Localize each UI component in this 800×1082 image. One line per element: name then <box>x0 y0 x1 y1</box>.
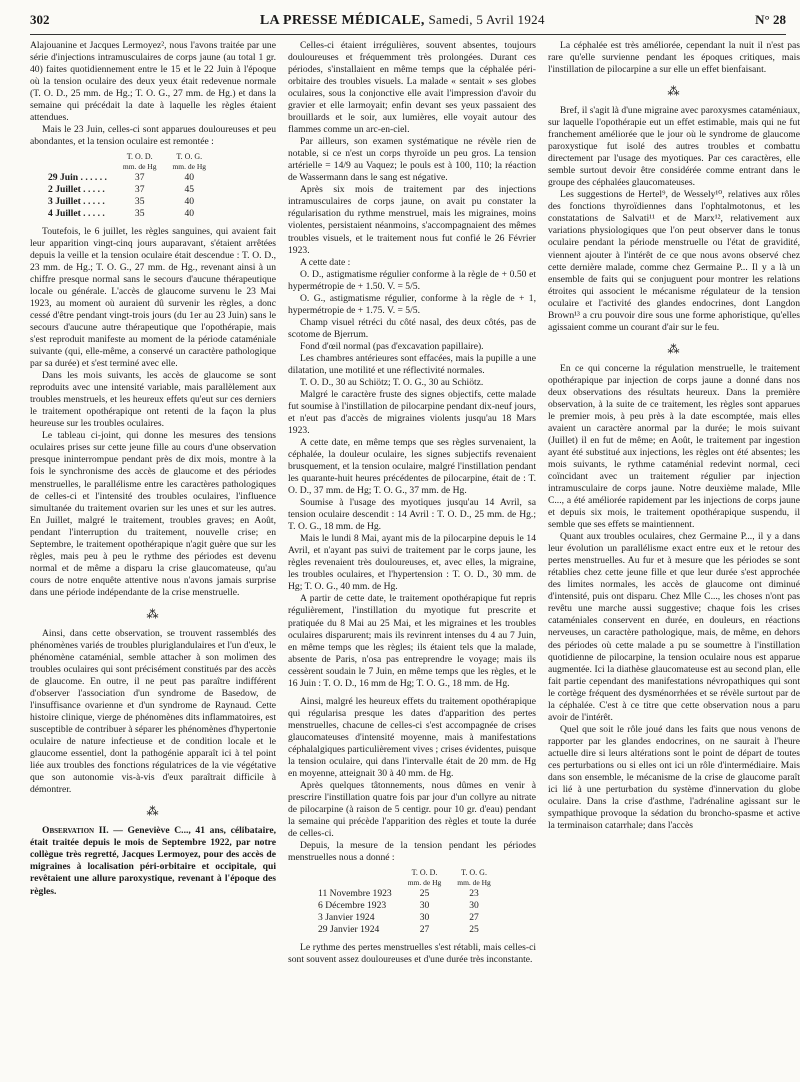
paragraph: Les chambres antérieures sont effacées, mais la pupille a une dilatation, une motilité et une réflectivité normales. <box>288 352 536 376</box>
table-unit: mm. de Hg <box>407 878 442 888</box>
paragraph: A cette date, en même temps que ses règles survenaient, la céphalée, la douleur oculaire, les signes subjectifs revenaient brusquement, et la tension oculaire, malgré l'instillation pendant les quarante-huit heures précédentes de pilocarpine, était de : T. O. D., 37 mm. de Hg; T. O. G., 37 mm. de Hg. <box>288 437 536 497</box>
row-date: 29 Juin . . . . . . <box>48 171 107 183</box>
paragraph: Soumise à l'usage des myotiques jusqu'au 14 Avril, sa tension oculaire descendit : 14 Avril : T. O. D., 25 mm. de Hg.; T. O. G., 18 mm. de Hg. <box>288 497 536 533</box>
paragraph: Mais le 23 Juin, celles-ci sont apparues douloureuses et peu abondantes, et la tension oculaire est remontée : <box>30 124 276 148</box>
paragraph: Après quelques tâtonnements, nous dûmes en venir à prescrire l'instillation quatre fois par jour d'un collyre au nitrate de pilocarpine (à raison de 5 centigr. pour 10 gr. d'eau) pendant la semaine qui précède l'apparition des règles et toute la durée de celles-ci. <box>288 779 536 840</box>
row-tod: 37 <box>134 171 145 183</box>
paragraph: Bref, il s'agit là d'une migraine avec paroxysmes cataméniaux, sur laquelle l'opothérapie eut un effet estimable, mais qui ne fut franchement améliorée que le jour où le syndrome de glaucome paroxystique fut isolé des autres troubles et combattu directement par l'usage des myotiques. Par ces caractères, elle semble surtout devoir être considérée comme entrant dans le groupe des céphalées glaucomateuses. <box>548 105 800 189</box>
row-tog: 45 <box>184 183 195 195</box>
text-columns <box>30 40 800 1078</box>
row-date: 6 Décembre 1923 <box>318 899 387 911</box>
section-separator: ⁂ <box>146 606 160 621</box>
paragraph: Quel que soit le rôle joué dans les faits que nous venons de rapporter par les glandes endocrines, on ne saurait à l'heure actuelle dire si leurs altérations sont le point de départ de toutes ces perturbations ou si elles ont ici un rôle d'intermédiaire. Mais dans son ensemble, le mécanisme de la crise de glaucome paraît ici lié à une perturbation du système d'innervation du globe oculaire. Dans la crise d'asthme, l'adrénaline agissant sur le sympathique provoque la sédation du broncho-spasme et active la terminaison catarrhale; dans l'accès <box>548 723 800 831</box>
row-tod: 30 <box>419 911 430 923</box>
row-tod: 30 <box>419 899 430 911</box>
observation-text: — Geneviève C..., 41 ans, célibataire, était traitée depuis le mois de Septembre 1922, par notre collègue très regretté, Jacques Lermoyez, pour des accès de migraines à localisation péri-orbitaire et occipitale, qui revêtaient une allure paroxystique, revenant à l'époque des règles. <box>30 825 276 897</box>
table-row <box>48 172 214 184</box>
table-row <box>318 924 499 936</box>
paragraph: Le rythme des pertes menstruelles s'est rétabli, mais celles-ci sont souvent assez douloureuses et d'une durée très inconstante. <box>288 941 536 965</box>
row-date: 2 Juillet . . . . . <box>48 183 105 195</box>
issue-date: Samedi, 5 Avril 1924 <box>428 12 545 27</box>
table-header-tod: T. O. D. <box>126 152 153 162</box>
column-1 <box>30 40 276 1078</box>
observation-label: Observation II. <box>42 825 109 837</box>
row-tog: 30 <box>469 899 479 911</box>
section-separator: ⁂ <box>146 804 160 819</box>
table-header-date <box>48 152 115 162</box>
row-date: 29 Janvier 1924 <box>318 923 380 935</box>
section-separator: ⁂ <box>667 84 681 99</box>
row-date: 3 Janvier 1924 <box>318 911 375 923</box>
paragraph: Quant aux troubles oculaires, chez Germaine P..., il y a dans leur évolution un parallélisme exact entre eux et le retour des pertes menstruelles. Au fur et à mesure que les périodes se sont rétablies chez cette jeune fille et que leur durée s'est approchée des limites normales, les accès de glaucome ont diminué d'intensité, puis ont disparu. Chez Mlle C..., les choses n'ont pas revêtu une marche aussi suggestive; chaque fois les crises cataméniales conservent en durée, en douleurs, en réactions nerveuses, un caractère pathologique, mais, de même, en dehors des périodes où cette malade a pu se soumettre à l'instillation quotidienne de pilocarpine, la tension oculaire nous est apparue augmentée. Ici la diathèse glaucomateuse est au second plan, elle fait partie cependant des manifestations névropathiques qui sont le cortège fréquent des dysménorrhées et se révèle surtout par de la céphalée. C'est à ce titre que cette observation nous a paru avoir de l'intérêt. <box>548 531 800 723</box>
running-header <box>30 12 786 35</box>
row-date: 4 Juillet . . . . . <box>48 207 105 219</box>
row-tod: 27 <box>419 923 430 935</box>
row-tod: 35 <box>134 207 145 219</box>
table-unit: mm. de Hg <box>457 878 491 888</box>
paragraph: Par ailleurs, son examen systématique ne révèle rien de notable, si ce n'est un corps thyroïde un peu gros. La tension artérielle = 14/9 au Vaquez; le pouls est à 100, 110; la réaction de Wassermann dans le sang est négative. <box>288 136 536 184</box>
issue-number: N° 28 <box>755 12 786 27</box>
paragraph: O. D., astigmatisme régulier conforme à la règle de + 0.50 et hypermétropie de + 1.50. V. = 5/5. <box>288 268 536 292</box>
paragraph: Malgré le caractère fruste des signes objectifs, cette malade fut soumise à l'instillation de pilocarpine pendant dix-neuf jours, et n'eut pas d'accès de migraines violents jusqu'au 18 Mars 1923. <box>288 388 536 436</box>
paragraph: Toutefois, le 6 juillet, les règles sanguines, qui avaient fait leur apparition vingt-cinq jours auparavant, s'étaient arrêtées depuis la veille et la tension oculaire était descendue : T. O. D., 23 mm. de Hg.; T. O. G., 27 mm. de Hg., revenant ainsi à un chiffre presque normal sans le secours d'aucune thérapeutique locale ou générale. L'accès de glaucome survenu le 23 Mai 1923, au moment où auraient dû survenir les règles, a donc cessé d'être pendant vingt-trois jours (du 1er au 23 Juin) sans le secours d'aucune autre thérapeutique que l'opothérapie, mais s'est reproduit manifeste au moment de la période cataméniale suivante (qui, elle-même, a conservé un caractère pathologique par sa durée) et s'est terminé avec elle. <box>30 225 276 370</box>
table-header-tod: T. O. D. <box>411 868 438 878</box>
paragraph: A cette date : <box>300 256 351 268</box>
paragraph: En ce qui concerne la régulation menstruelle, le traitement opothérapique par injection de corps jaune a donné dans nos deux observations des résultats heureux. Dans la première observation, à la suite de ce traitement, les règles sont apparues le premier mois, à peu près à la date escomptée, mais elles avaient un caractère anormal par la durée; le mois suivant (Juillet) il en fut de même; en Août, le traitement par ingestion ayant été substitué aux injections, les règles ont été absentes; les mois suivants, le rythme cataménial redevint normal, ceci coïncidant avec un traitement régulier par injection intramusculaire de corps jaune. Notre deuxième malade, Mlle C..., a été améliorée rapidement par les injections de corps jaune et depuis six mois, le traitement opothérapique suspendu, il semble que ses effets se maintiennent. <box>548 362 800 531</box>
observation-2-paragraph <box>30 825 276 897</box>
paragraph: Le tableau ci-joint, qui donne les mesures des tensions oculaires prises sur cette jeune fille au cours d'une observation presque ininterrompue pendant près de dix mois, montre à la fois le synchronisme des accès de glaucome et des périodes menstruelles, le parallélisme entre les caractères pathologiques de celles-ci et l'intensité des troubles oculaires, l'influence simultanée du traitement ovarien sur les unes et sur les autres. En Juillet, malgré le traitement, troubles graves; en Août, pendant l'interruption du traitement, nouvelle crise; en Septembre, le traitement opothérapique n'agit guère que sur les règles, mais peu à peu le rythme des périodes est devenu normal et de même a disparu la crise glaucomateuse, qu'au cours de notre enquête attentive nous n'avons jamais surprise dans une période indépendante de la crise menstruelle. <box>30 430 276 598</box>
row-tog: 40 <box>184 171 195 183</box>
journal-name: LA PRESSE MÉDICALE, <box>259 13 425 28</box>
paragraph: T. O. D., 30 au Schiötz; T. O. G., 30 au Schiötz. <box>300 376 484 388</box>
table-header-date <box>318 868 400 878</box>
page-number: 302 <box>30 12 50 27</box>
paragraph: Ainsi, malgré les heureux effets du traitement opothérapique qui régularisa presque les dates d'apparition des pertes menstruelles, chacune de celles-ci s'est accompagnée de crises glaucomateuses d'intensité moyenne, mais à manifestations céphalalgiques particulièrement vives ; crises évidentes, puisque la tension oculaire, qui dans l'intervalle était de 20 mm. de Hg en moyenne, atteignait 30 à 40 mm. de Hg. <box>288 695 536 779</box>
table-unit: mm. de Hg <box>172 162 207 172</box>
row-tog: 40 <box>184 207 195 219</box>
paragraph: Ainsi, dans cette observation, se trouvent rassemblés des phénomènes variés de troubles pluriglandulaires et l'un d'eux, le phénomène cataménial, semble attacher à son molimen des troubles oculaires qui sont précisément constitués par des accès de glaucome. En outre, il ne peut pas paraître indifférent d'observer l'association d'un syndrome de Basedow, de l'insuffisance ovarienne et d'un syndrome de Raynaud. Cette histoire clinique, vierge de phénomènes dits inflammatoires, est susceptible de contribuer à séparer les phénomènes d'hypertonie oculaire de nature infectieuse et de condition locale et le glaucome essentiel, dont la pathogénie apparaît ici à tel point liée aux troubles des fonctions régulatrices de la vie végétative que son autonomie vis-à-vis d'eux paraîtrait difficile à démontrer. <box>30 627 276 796</box>
paragraph: O. G., astigmatisme régulier, conforme à la règle de + 1, hypermétropie de + 1.75. V. = 5/5. <box>288 292 536 316</box>
table-header-tog: T. O. G. <box>461 868 487 878</box>
row-tog: 27 <box>469 911 479 923</box>
tension-table-2 <box>318 868 499 936</box>
row-tod: 25 <box>419 887 430 899</box>
paragraph: Après six mois de traitement par des injections intramusculaires de corps jaune, on avait pu constater la régularisation du rythme menstruel, mais les migraines, moins violentes, persistaient néanmoins, s'accompagnaient des mêmes troubles visuels, et le traitement nous fut confié le 26 Février 1923. <box>288 184 536 256</box>
table-header-tog: T. O. G. <box>176 152 203 162</box>
paragraph: Fond d'œil normal (pas d'excavation papillaire). <box>300 340 484 352</box>
row-tog: 23 <box>469 887 479 899</box>
tension-table-1 <box>48 152 214 220</box>
column-3 <box>548 40 800 1078</box>
paragraph: Alajouanine et Jacques Lermoyez², nous l'avons traitée par une série d'injections intramusculaires de corps jaune (au total 1 gr. 40) faites quotidiennement entre le 15 et le 22 Juin à l'époque où la tension oculaire des deux yeux était redevenue normale (T. O. D., 25 mm. de Hg.; T. O. G., 27 mm. de Hg.) et dans la semaine qui précédait la date à laquelle les règles étaient attendues. <box>30 40 276 124</box>
column-2 <box>288 40 536 1078</box>
table-row <box>48 208 214 220</box>
section-separator: ⁂ <box>667 341 681 356</box>
table-unit: mm. de Hg <box>122 162 157 172</box>
row-tog: 25 <box>469 923 479 935</box>
table-unit-blank <box>318 878 400 887</box>
paragraph: A partir de cette date, le traitement opothérapique fut repris régulièrement, l'instillation du myotique fut prescrite et pratiquée du 8 Mai au 25 Mai, et les migraines et les troubles oculaires disparurent; mais ils revinrent intenses du 4 au 7 Juin, en même temps que les règles; ils étaient tels que la malade, absente de Paris, n'osa pas entreprendre le voyage; mais ils cessèrent soudain le 7 Juin, en même temps que les règles, et le 16 Juin : T. O. D., 16 mm de Hg; T. O. G., 18 mm. de Hg. <box>288 593 536 689</box>
paragraph: Depuis, la mesure de la tension pendant les périodes menstruelles nous a donné : <box>288 840 536 864</box>
row-tod: 37 <box>134 183 145 195</box>
table-row <box>48 184 214 196</box>
table-row <box>318 912 499 924</box>
row-date: 11 Novembre 1923 <box>318 887 392 899</box>
paragraph: Les suggestions de Hertel⁹, de Wessely¹⁰, relatives aux rôles des fonctions thyroïdiennes dans l'ophtalmotonus, et les constatations de Salvati¹¹ et de Marx¹², relativement aux variations physiologiques que l'on peut observer dans le tonus oculaire pendant la période menstruelle ou l'état de gravidité, viennent ajouter à l'intérêt de ce que nous avons observé chez cette dernière malade, comme chez Germaine P... Il y a là un ensemble de faits qui se conjuguent pour montrer les relations étroites qui associent le mécanisme régulateur de la tension oculaire et l'activité des glandes endocrines, dont Langdon Brown¹³ a cru pouvoir dire sous une forme aphoristique, qu'elles agissaient comme un courant d'air sur le feu. <box>548 189 800 333</box>
table-row <box>48 196 214 208</box>
paragraph: La céphalée est très améliorée, cependant la nuit il n'est pas rare qu'elle survienne pendant les époques critiques, mais l'instillation de pilocarpine a sur elle un effet bienfaisant. <box>548 40 800 76</box>
table-row <box>318 900 499 912</box>
paragraph: Mais le lundi 8 Mai, ayant mis de la pilocarpine depuis le 14 Avril, et n'ayant pas suivi de traitement par le corps jaune, les règles revenaient très douloureuses, et, avec elles, la migraine, les troubles oculaires, et l'hypertension : T. O. D., 30 mm. de Hg; T. O. G., 40 mm. de Hg. <box>288 533 536 593</box>
row-tod: 35 <box>134 195 145 207</box>
paragraph: Champ visuel rétréci du côté nasal, des deux côtés, pas de scotome de Bjerrum. <box>288 316 536 340</box>
table-row <box>318 888 499 900</box>
table-unit-blank <box>48 162 115 171</box>
paragraph: Dans les mois suivants, les accès de glaucome se sont reproduits avec une intensité variable, mais parallèlement aux troubles menstruels, et les heureux effets qu'eut sur ces derniers le traitement opothérapique ont retenti de la façon la plus heureuse sur les troubles oculaires. <box>30 370 276 430</box>
row-date: 3 Juillet . . . . . <box>48 195 105 207</box>
journal-title <box>260 12 545 29</box>
paragraph: Celles-ci étaient irrégulières, souvent absentes, toujours douloureuses et fréquemment très prolongées. Durant ces périodes, s'installaient en même temps que la céphalée péri-orbitaire des troubles visuels. La malade « sentait » ses globes oculaires, sous la conjonctive elle avait l'impression d'avoir du gravier et elle larmoyait; enfin devant ses yeux passaient des brouillards et le soir, aux lumières, elle voyait autour des flammes comme un arc-en-ciel. <box>288 40 536 136</box>
row-tog: 40 <box>184 195 195 207</box>
